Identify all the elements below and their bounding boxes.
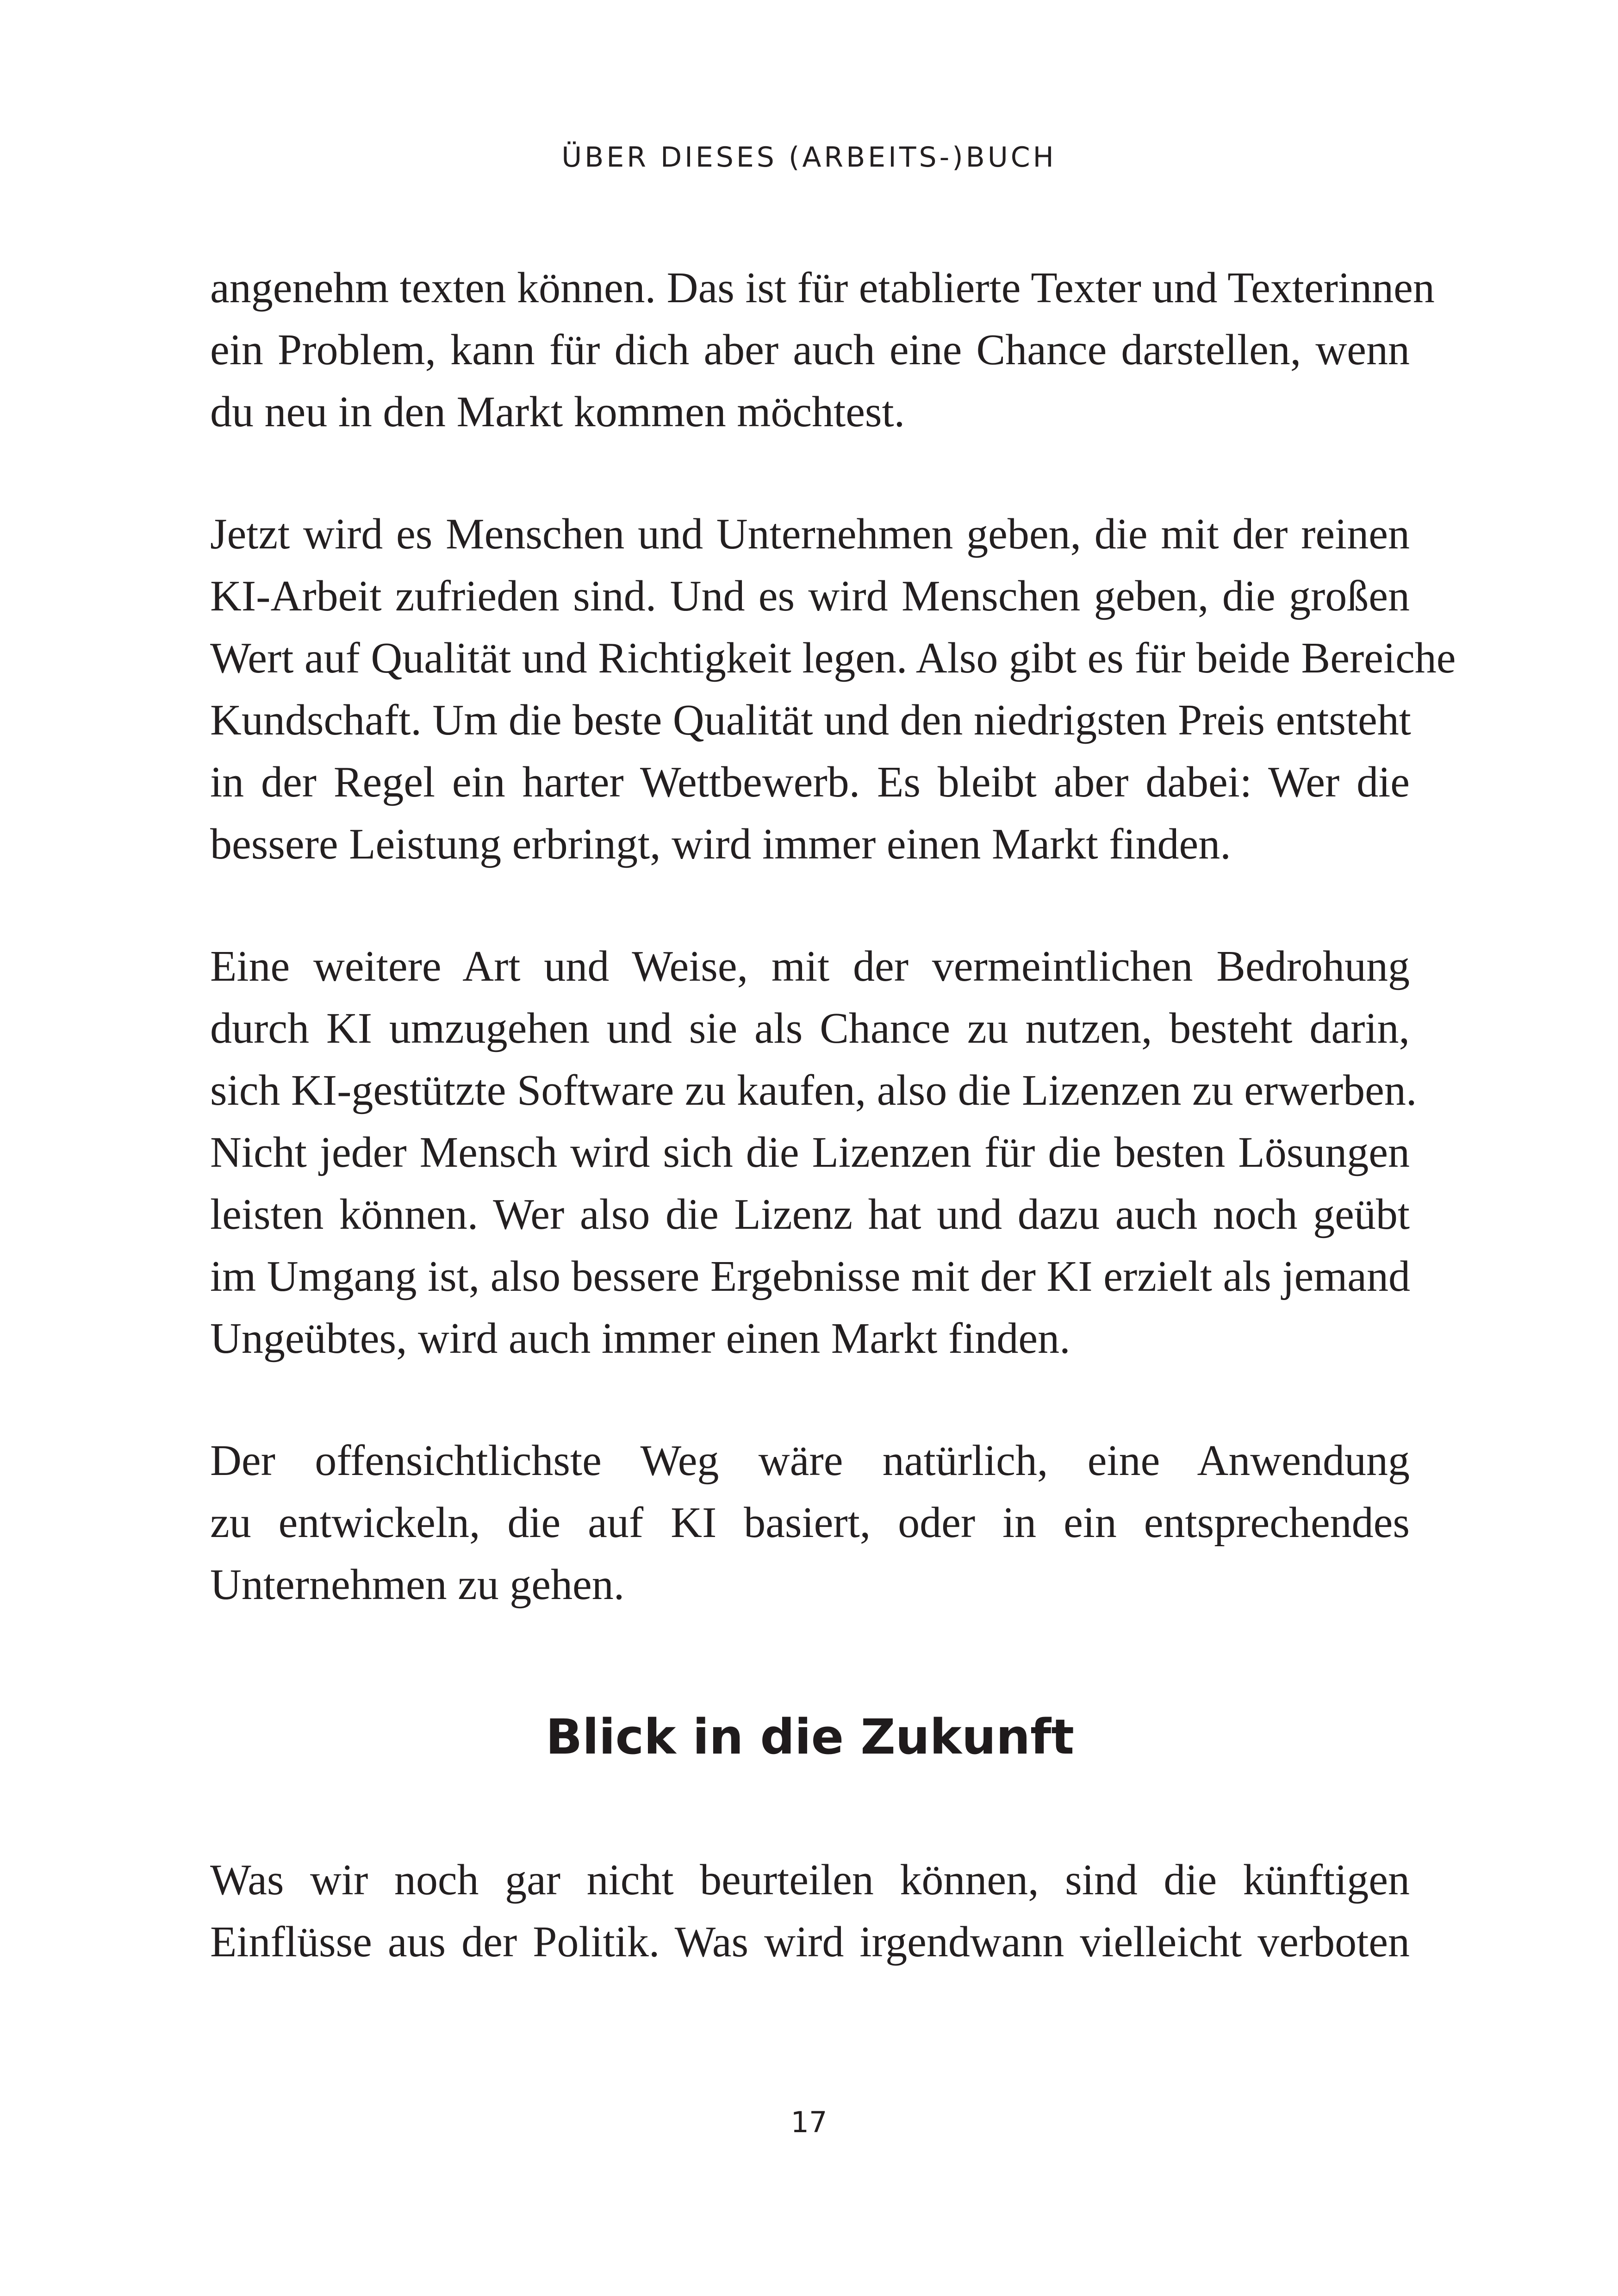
text-line: Nicht jeder Mensch wird sich die Lizenzen für die besten Lösungen (210, 1128, 1410, 1176)
text-line: Eine weitere Art und Weise, mit der vermeintlichen Bedrohung (210, 942, 1410, 990)
paragraph-2 (210, 503, 1456, 875)
paragraph-3 (210, 935, 1417, 1369)
page-body (210, 257, 1456, 2033)
text-line: Wert auf Qualität und Richtigkeit legen. Also gibt es für beide Bereiche (210, 634, 1456, 682)
running-header: ÜBER DIESES (ARBEITS-)BUCH (561, 141, 1057, 174)
text-line: Der offensichtlichste Weg wäre natürlich, eine Anwendung (210, 1437, 1410, 1485)
page-number: 17 (790, 2105, 828, 2139)
text-line: Ungeübtes, wird auch immer einen Markt finden. (210, 1314, 1070, 1363)
text-line: Kundschaft. Um die beste Qualität und den niedrigsten Preis entsteht (210, 696, 1411, 744)
text-line: KI-Arbeit zufrieden sind. Und es wird Menschen geben, die großen (210, 572, 1410, 620)
section-paragraph (210, 1849, 1410, 1973)
text-line: leisten können. Wer also die Lizenz hat und dazu auch noch geübt (210, 1190, 1410, 1238)
text-line: durch KI umzugehen und sie als Chance zu nutzen, besteht darin, (210, 1004, 1410, 1052)
paragraph-1 (210, 257, 1435, 443)
section-heading: Blick in die Zukunft (546, 1709, 1074, 1765)
text-line: zu entwickeln, die auf KI basiert, oder in ein entsprechendes (210, 1499, 1410, 1547)
text-line: im Umgang ist, also bessere Ergebnisse mit der KI erzielt als jemand (210, 1252, 1411, 1300)
text-line: Was wir noch gar nicht beurteilen können, sind die künftigen (210, 1856, 1410, 1904)
text-line: ein Problem, kann für dich aber auch eine Chance darstellen, wenn (210, 326, 1410, 374)
text-line: sich KI-gestützte Software zu kaufen, also die Lizenzen zu erwerben. (210, 1066, 1417, 1114)
text-line: in der Regel ein harter Wettbewerb. Es bleibt aber dabei: Wer die (210, 758, 1410, 806)
text-line: Jetzt wird es Menschen und Unternehmen geben, die mit der reinen (210, 510, 1410, 558)
text-line: Unternehmen zu gehen. (210, 1561, 625, 1609)
text-line: Einflüsse aus der Politik. Was wird irgendwann vielleicht verboten (210, 1918, 1410, 1966)
paragraph-4 (210, 1430, 1410, 1616)
text-line: angenehm texten können. Das ist für etablierte Texter und Texterinnen (210, 264, 1435, 312)
text-line: bessere Leistung erbringt, wird immer einen Markt finden. (210, 820, 1231, 868)
text-line: du neu in den Markt kommen möchtest. (210, 388, 905, 436)
